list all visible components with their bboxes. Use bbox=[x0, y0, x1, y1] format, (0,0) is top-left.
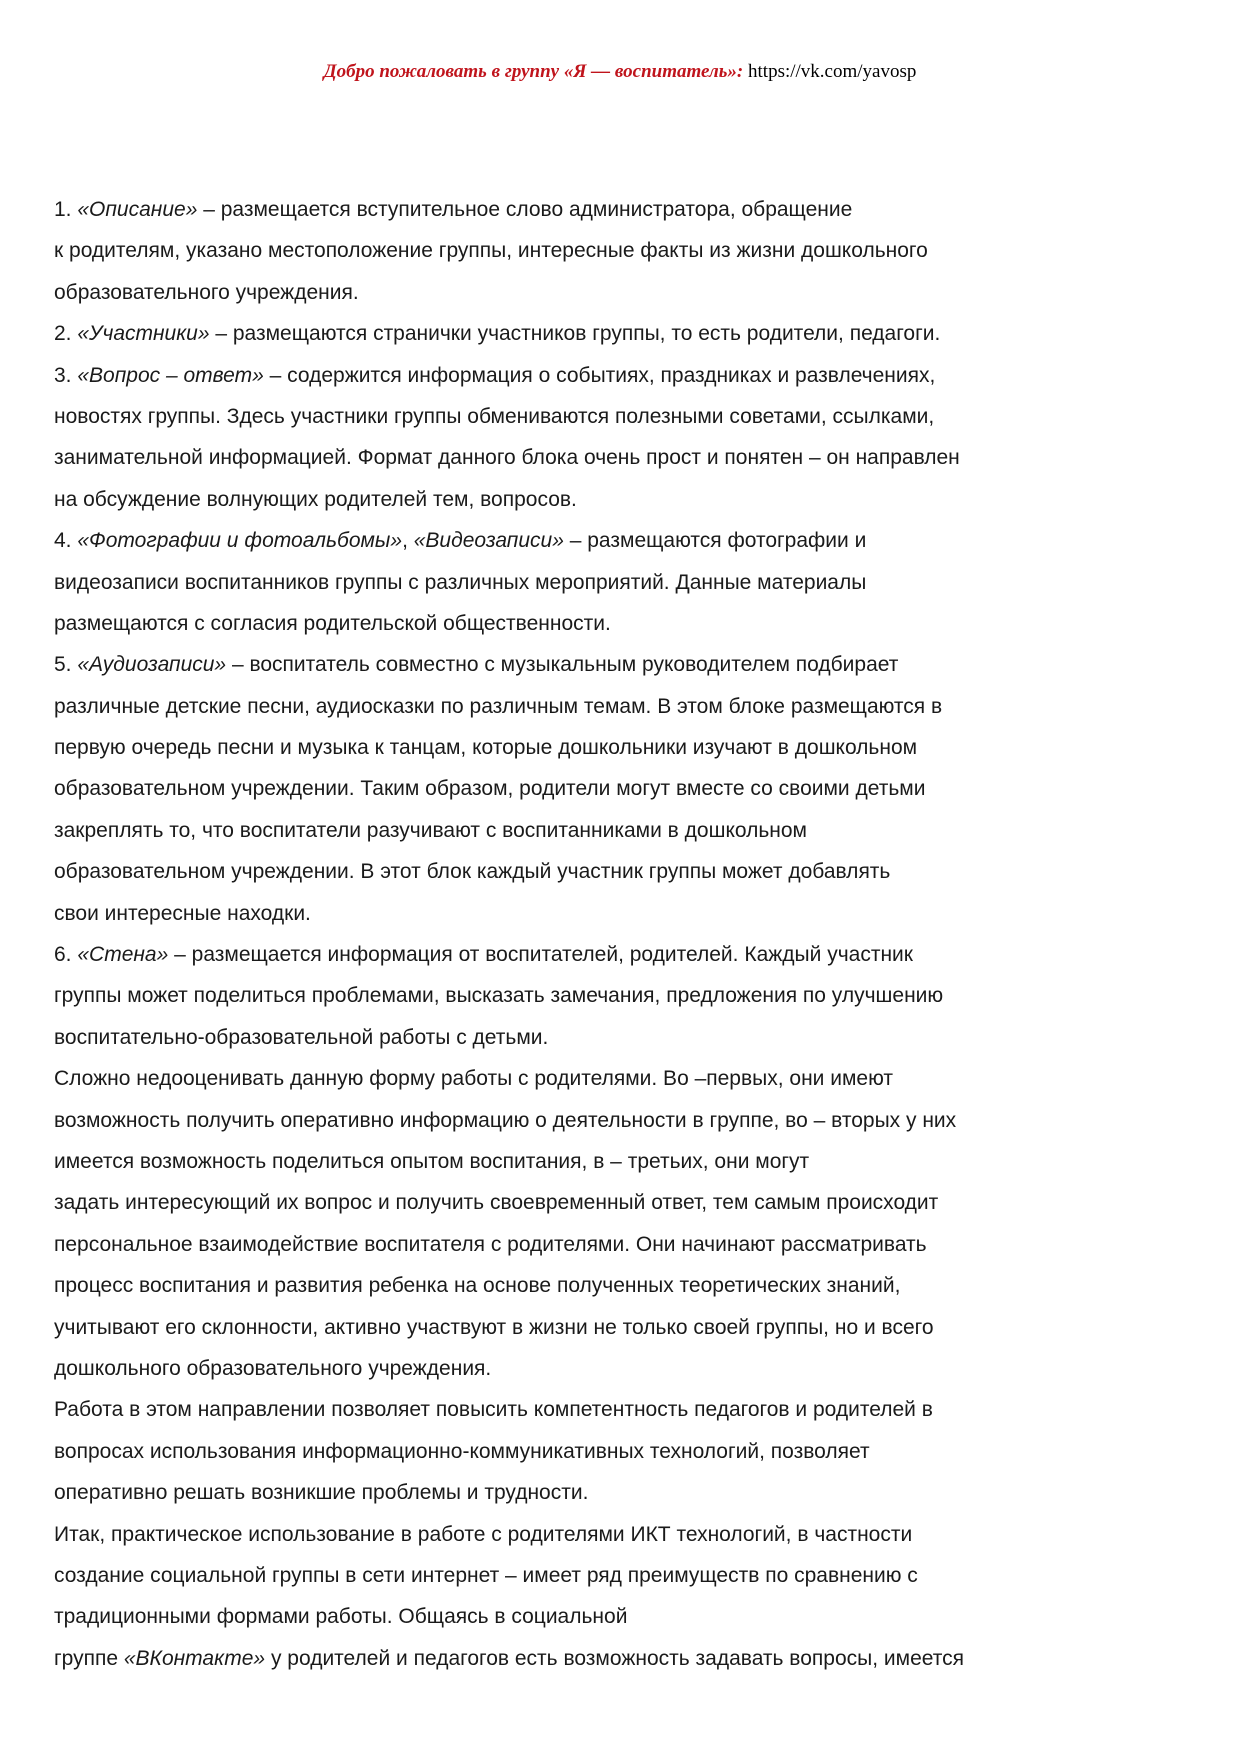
text-segment: оперативно решать возникшие проблемы и трудности. bbox=[54, 1481, 589, 1505]
text-segment: – размещается информация от воспитателей, родителей. Каждый участник bbox=[168, 943, 913, 967]
section-title: «Фотографии и фотоальбомы» bbox=[77, 529, 403, 553]
text-segment: возможность получить оперативно информацию о деятельности в группе, во – вторых у них bbox=[54, 1108, 957, 1132]
document-body bbox=[54, 189, 1214, 1679]
text-line bbox=[54, 1348, 1214, 1389]
page-header bbox=[0, 60, 1240, 84]
text-segment: традиционными формами работы. Общаясь в социальной bbox=[54, 1605, 628, 1629]
text-line bbox=[54, 686, 1214, 727]
text-line bbox=[54, 1596, 1214, 1637]
text-segment: различные детские песни, аудиосказки по различным темам. В этом блоке размещаются в bbox=[54, 694, 943, 718]
text-line bbox=[54, 479, 1214, 520]
text-segment: создание социальной группы в сети интернет – имеет ряд преимуществ по сравнению с bbox=[54, 1563, 918, 1587]
text-segment: занимательной информацией. Формат данного блока очень прост и понятен – он направлен bbox=[54, 446, 960, 470]
text-line bbox=[54, 1638, 1214, 1679]
text-line bbox=[54, 727, 1214, 768]
text-segment: 3. bbox=[54, 363, 78, 387]
text-line bbox=[54, 1389, 1214, 1430]
text-segment: у родителей и педагогов есть возможность задавать вопросы, имеется bbox=[265, 1646, 964, 1670]
text-line bbox=[54, 893, 1214, 934]
text-segment: размещаются с согласия родительской общественности. bbox=[54, 611, 611, 635]
text-line bbox=[54, 1555, 1214, 1596]
section-title: «Участники» bbox=[77, 322, 210, 346]
text-segment: процесс воспитания и развития ребенка на основе полученных теоретических знаний, bbox=[54, 1274, 901, 1298]
text-line bbox=[54, 189, 1214, 230]
text-line bbox=[54, 1182, 1214, 1223]
text-segment: – размещаются странички участников группы, то есть родители, педагоги. bbox=[209, 322, 941, 346]
text-segment: на обсуждение волнующих родителей тем, вопросов. bbox=[54, 487, 577, 511]
text-line bbox=[54, 1265, 1214, 1306]
text-segment: 4. bbox=[54, 529, 78, 553]
text-line bbox=[54, 1141, 1214, 1182]
text-segment: – воспитатель совместно с музыкальным руководителем подбирает bbox=[226, 653, 899, 677]
section-title: «Стена» bbox=[77, 943, 169, 967]
text-segment: воспитательно-образовательной работы с детьми. bbox=[54, 1025, 549, 1049]
text-segment: 5. bbox=[54, 653, 78, 677]
text-line bbox=[54, 562, 1214, 603]
text-line bbox=[54, 810, 1214, 851]
section-title: «Описание» bbox=[77, 198, 198, 221]
text-line bbox=[54, 396, 1214, 437]
text-segment: учитывают его склонности, активно участвуют в жизни не только своей группы, но и всего bbox=[54, 1315, 934, 1339]
section-title: «Аудиозаписи» bbox=[77, 653, 227, 677]
text-segment: Работа в этом направлении позволяет повысить компетентность педагогов и родителей в bbox=[54, 1398, 933, 1422]
text-line bbox=[54, 1100, 1214, 1141]
text-line bbox=[54, 1017, 1214, 1058]
text-line bbox=[54, 437, 1214, 478]
text-line bbox=[54, 1472, 1214, 1513]
text-segment: новостях группы. Здесь участники группы обмениваются полезными советами, ссылками, bbox=[54, 404, 935, 428]
text-line bbox=[54, 603, 1214, 644]
header-greeting: Добро пожаловать в группу «Я — воспитатель»: bbox=[323, 61, 744, 82]
text-line bbox=[54, 355, 1214, 396]
text-line bbox=[54, 934, 1214, 975]
text-segment: – размещаются фотографии и bbox=[563, 529, 867, 553]
text-segment: вопросах использования информационно-коммуникативных технологий, позволяет bbox=[54, 1439, 870, 1463]
text-segment: видеозаписи воспитанников группы с различных мероприятий. Данные материалы bbox=[54, 570, 867, 594]
text-segment: персональное взаимодействие воспитателя с родителями. Они начинают рассматривать bbox=[54, 1232, 927, 1256]
text-segment: группе bbox=[54, 1646, 124, 1670]
text-line bbox=[54, 851, 1214, 892]
text-segment: 2. bbox=[54, 322, 78, 346]
text-line bbox=[54, 313, 1214, 354]
text-line bbox=[54, 230, 1214, 271]
text-line bbox=[54, 768, 1214, 809]
text-segment: – содержится информация о событиях, праздниках и развлечениях, bbox=[263, 363, 936, 387]
text-line bbox=[54, 1514, 1214, 1555]
text-segment: Итак, практическое использование в работе с родителями ИКТ технологий, в частности bbox=[54, 1522, 913, 1546]
text-line bbox=[54, 1224, 1214, 1265]
text-segment: дошкольного образовательного учреждения. bbox=[54, 1356, 492, 1380]
text-segment: – размещается вступительное слово администратора, обращение bbox=[197, 198, 853, 221]
text-segment: Сложно недооценивать данную форму работы с родителями. Во –первых, они имеют bbox=[54, 1067, 894, 1091]
section-title: «Видеозаписи» bbox=[413, 529, 564, 553]
text-segment: к родителям, указано местоположение группы, интересные факты из жизни дошкольного bbox=[54, 239, 928, 263]
text-line bbox=[54, 520, 1214, 561]
text-line bbox=[54, 1058, 1214, 1099]
text-line bbox=[54, 1431, 1214, 1472]
text-segment: первую очередь песни и музыка к танцам, которые дошкольники изучают в дошкольном bbox=[54, 736, 918, 760]
text-segment: группы может поделиться проблемами, высказать замечания, предложения по улучшению bbox=[54, 984, 944, 1008]
section-title: «Вопрос – ответ» bbox=[77, 363, 264, 387]
text-line bbox=[54, 1307, 1214, 1348]
text-segment: образовательном учреждении. В этот блок каждый участник группы может добавлять bbox=[54, 860, 891, 884]
text-segment: образовательном учреждении. Таким образом, родители могут вместе со своими детьми bbox=[54, 777, 926, 801]
text-segment: образовательного учреждения. bbox=[54, 280, 359, 304]
text-segment: 6. bbox=[54, 943, 78, 967]
section-title: «ВКонтакте» bbox=[123, 1646, 266, 1670]
text-segment: 1. bbox=[54, 198, 78, 221]
text-line bbox=[54, 975, 1214, 1016]
text-line bbox=[54, 644, 1214, 685]
text-segment: , bbox=[402, 529, 414, 553]
text-segment: закреплять то, что воспитатели разучивают с воспитанниками в дошкольном bbox=[54, 818, 807, 842]
text-line bbox=[54, 272, 1214, 313]
text-segment: задать интересующий их вопрос и получить своевременный ответ, тем самым происходит bbox=[54, 1191, 939, 1215]
text-segment: свои интересные находки. bbox=[54, 901, 311, 925]
text-segment: имеется возможность поделиться опытом воспитания, в – третьих, они могут bbox=[54, 1149, 810, 1173]
header-url[interactable]: https://vk.com/yavosp bbox=[748, 61, 917, 82]
